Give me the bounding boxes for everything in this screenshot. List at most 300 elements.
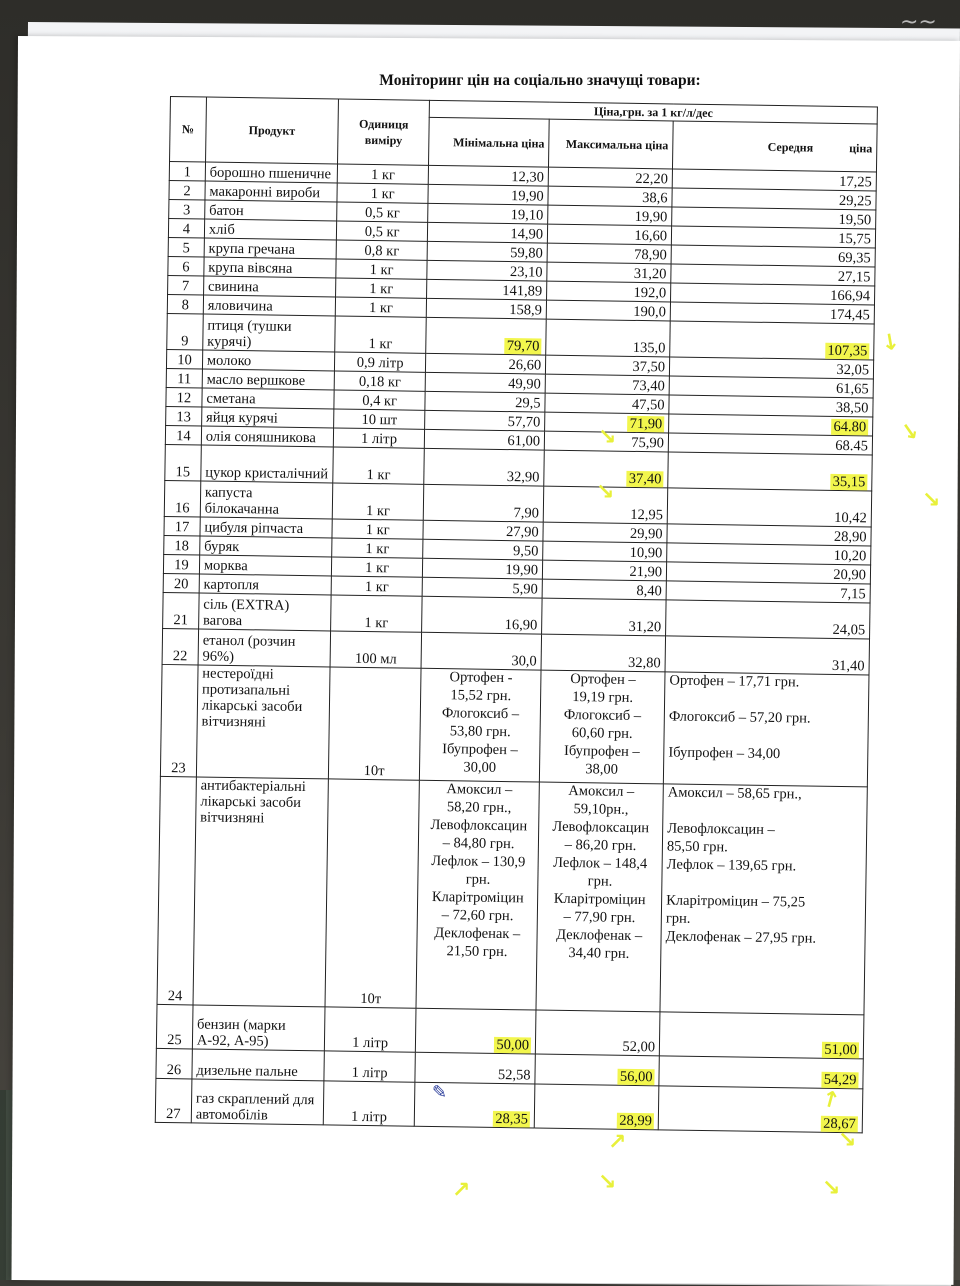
cell-line: – 77,90 грн.: [563, 908, 636, 926]
cell-product-value: масло вершкове: [206, 371, 306, 390]
cell-unit-value: 10т: [363, 762, 385, 780]
cell-unit: [336, 221, 427, 241]
cell-min: [425, 429, 545, 450]
cell-no-value: 7: [181, 278, 190, 295]
cell-product-value: морква: [203, 557, 248, 575]
cell-min-value: 19,10: [510, 207, 544, 224]
cell-no: [168, 218, 204, 238]
cell-unit: [325, 779, 420, 1008]
cell-min: [426, 317, 546, 355]
cell-avg-value: 10,20: [833, 547, 867, 565]
cell-product-value: борошно пшеничне: [209, 164, 332, 183]
cell-no-value: 23: [171, 760, 186, 777]
cell-min-value: 23,10: [509, 264, 543, 281]
col-header-avg-a: Середня: [767, 139, 814, 155]
cell-unit: [328, 667, 421, 780]
cell-unit: [333, 428, 424, 448]
cell-line: Ібупрофен –: [563, 742, 640, 761]
cell-max-value: 56,00: [619, 1068, 653, 1086]
cell-max-value: 28,99: [619, 1112, 653, 1130]
cell-avg-value: 7,15: [840, 585, 866, 603]
cell-no-value: 9: [181, 333, 189, 350]
cell-min: [426, 353, 546, 374]
col-header-min: Мінімальна ціна: [429, 117, 550, 167]
cell-line: 60,60 грн.: [571, 725, 633, 742]
cell-avg: [659, 1012, 864, 1059]
cell-product-value: макаронні вироби: [209, 183, 321, 202]
cell-line: Амоксил – 58,65 грн.,: [667, 784, 802, 803]
cell-unit-value: 1 кг: [365, 540, 390, 558]
cell-product-value: крупа гречана: [208, 240, 296, 258]
cell-unit: [336, 278, 427, 298]
cell-no-value: 18: [174, 538, 190, 555]
cell-no: [168, 237, 204, 257]
cell-unit-value: 0,5 кг: [364, 223, 400, 241]
cell-unit: [333, 447, 425, 484]
cell-line: Флогоксиб –: [563, 706, 642, 725]
highlighter-arrow-icon: ↘: [838, 1128, 857, 1153]
cell-min: [426, 298, 546, 319]
cell-avg-value: 107,35: [827, 342, 868, 360]
cell-no: [162, 628, 198, 665]
cell-min-value: 29,5: [515, 395, 541, 412]
cell-unit-value: 1 кг: [369, 261, 394, 279]
cell-product-value: хліб: [208, 221, 235, 238]
cell-max-value: 8,40: [636, 582, 662, 600]
cell-no-value: 3: [182, 202, 191, 219]
cell-product: [203, 314, 336, 352]
cell-line: Деклофенак –: [434, 925, 521, 943]
cell-unit: [330, 631, 422, 668]
cell-max: [546, 355, 670, 376]
cell-product: [201, 445, 334, 483]
cell-min: [422, 577, 542, 598]
cell-avg-value: 28,67: [823, 1115, 856, 1133]
cell-min-value: 141,89: [502, 282, 543, 300]
cell-no: [166, 387, 202, 407]
cell-avg-value: 32,05: [836, 361, 870, 379]
cell-line: Амоксил –: [446, 781, 513, 799]
cell-line: 53,80 грн.: [449, 723, 511, 741]
cell-min: [420, 668, 542, 782]
cell-min-value: 5,90: [512, 581, 538, 598]
highlighter-arrow-icon: ↗: [816, 1085, 846, 1116]
cell-product-value: буряк: [204, 538, 240, 556]
cell-min-value: 16,90: [504, 617, 538, 634]
cell-avg-value: 51,00: [824, 1041, 858, 1059]
cell-avg-value: 20,90: [833, 566, 867, 584]
cell-max-value: 47,50: [631, 396, 665, 414]
cell-min-value: 158,9: [509, 302, 543, 319]
cell-product: [199, 555, 331, 576]
cell-max: [548, 205, 672, 226]
cell-product: [205, 181, 337, 202]
cell-no-value: 12: [176, 390, 192, 407]
cell-unit-value: 0,8 кг: [364, 242, 400, 260]
cell-max-value: 19,90: [634, 208, 668, 226]
cell-unit: [337, 183, 428, 203]
cell-no-value: 25: [167, 1032, 182, 1049]
cell-max: [534, 1084, 659, 1130]
cell-unit-value: 1 літр: [360, 430, 398, 448]
cell-unit-value: 1 кг: [368, 335, 393, 353]
highlighter-arrow-icon: ↘: [922, 488, 941, 513]
cell-no: [169, 199, 205, 219]
cell-no: [169, 162, 205, 182]
cell-no: [167, 313, 203, 350]
cell-product: [202, 388, 334, 409]
cell-line: 59,10рн.,: [573, 801, 629, 818]
cell-min-value: 14,90: [510, 226, 544, 243]
cell-min-value: 7,90: [513, 505, 540, 522]
cell-product: [191, 1079, 324, 1125]
cell-max-value: 75,90: [631, 434, 665, 452]
faint-handwriting: ~~: [900, 10, 937, 35]
cell-product-value: бензин (марки А-92, А-95): [196, 1016, 286, 1050]
cell-product: [204, 219, 336, 240]
cell-min: [425, 391, 545, 412]
cell-avg-value: 19,50: [838, 211, 872, 229]
cell-min: [425, 372, 545, 393]
cell-avg-value: 61,65: [835, 380, 869, 398]
cell-min-value: 28,35: [495, 1110, 529, 1128]
cell-max-value: 21,90: [629, 563, 663, 581]
cell-product: [200, 517, 332, 538]
cell-unit: [324, 1051, 416, 1082]
cell-no: [166, 406, 202, 426]
cell-no: [156, 1004, 193, 1049]
cell-unit-value: 1 кг: [365, 521, 390, 539]
cell-max-value: 190,0: [633, 303, 667, 321]
cell-unit-value: 0,4 кг: [362, 392, 398, 410]
cell-min-value: 26,60: [508, 357, 542, 374]
cell-no: [167, 294, 203, 314]
cell-no-value: 20: [173, 576, 189, 593]
cell-no-value: 11: [177, 371, 192, 388]
cell-max-value: 12,95: [630, 506, 664, 524]
cell-unit: [336, 259, 427, 279]
cell-line: 30,00: [463, 759, 497, 776]
cell-product: [203, 295, 335, 316]
cell-product: [204, 257, 336, 278]
document-title: Моніторинг цін на соціально значущі товари:: [379, 72, 701, 89]
highlighter-arrow-icon: ↘: [874, 326, 904, 359]
cell-min: [428, 222, 548, 243]
cell-line: Ортофен –: [570, 671, 636, 688]
cell-min: [424, 448, 544, 486]
cell-product-value: цибуля ріпчаста: [204, 519, 304, 538]
cell-product: [203, 276, 335, 297]
cell-unit: [334, 409, 425, 429]
cell-line: Кларітроміцин: [431, 888, 524, 907]
cell-unit: [332, 483, 424, 520]
cell-product-value: дизельне пальне: [196, 1062, 298, 1081]
cell-min: [428, 184, 548, 205]
cell-min: [427, 279, 547, 300]
cell-product: [201, 426, 333, 447]
cell-no-value: 27: [165, 1106, 181, 1123]
cell-max: [541, 634, 665, 672]
cell-no: [164, 480, 200, 517]
cell-min-value: 61,00: [507, 433, 541, 450]
cell-line: Кларітроміцин: [553, 890, 646, 909]
cell-max: [548, 186, 672, 207]
cell-no-value: 4: [182, 221, 191, 238]
cell-no-value: 10: [177, 352, 192, 369]
cell-avg-value: 174,45: [829, 306, 870, 324]
cell-avg-value: 15,75: [838, 230, 872, 248]
cell-min-value: 32,90: [506, 469, 540, 486]
highlighter-arrow-icon: ↘: [598, 425, 617, 450]
cell-no-value: 6: [182, 259, 190, 276]
cell-min: [422, 596, 542, 634]
cell-max: [547, 243, 671, 264]
cell-avg-value: 35,15: [832, 473, 866, 491]
cell-min-value: 49,90: [508, 376, 541, 393]
cell-line: 34,40 грн.: [568, 945, 630, 962]
cell-avg-value: 68.45: [835, 437, 868, 455]
cell-no: [163, 554, 199, 574]
cell-min-value: 52,58: [497, 1066, 531, 1084]
cell-unit: [324, 1007, 416, 1052]
cell-min: [421, 632, 541, 670]
cell-min-value: 9,50: [512, 543, 539, 560]
cell-line: Ортофен -: [449, 669, 513, 687]
cell-product: [198, 629, 331, 667]
cell-no-value: 19: [174, 557, 189, 574]
cell-no: [155, 1078, 192, 1123]
cell-max: [546, 319, 670, 357]
cell-no-value: 15: [175, 464, 191, 481]
cell-unit-value: 0,18 кг: [358, 373, 402, 391]
cell-min-value: 59,80: [510, 245, 543, 262]
cell-min-value: 30,0: [511, 653, 537, 670]
col-header-price-group: Ціна,грн. за 1 кг/л/дес: [429, 100, 877, 124]
cell-unit-value: 1 кг: [365, 502, 391, 520]
price-table: [155, 96, 878, 1133]
cell-no: [163, 592, 199, 629]
cell-unit-value: 1 кг: [365, 559, 390, 577]
cell-line: Ортофен – 17,71 грн.: [669, 672, 800, 691]
cell-line: Амоксил –: [568, 782, 635, 800]
cell-product: [192, 1049, 325, 1081]
cell-max-value: 29,90: [629, 525, 663, 543]
cell-product: [196, 665, 330, 779]
cell-max: [542, 598, 666, 636]
cell-max: [547, 224, 671, 245]
cell-unit-value: 0,9 літр: [356, 354, 404, 372]
cell-avg-value: 28,90: [833, 528, 867, 546]
cell-max-value: 31,20: [628, 618, 662, 636]
cell-min-value: 19,90: [510, 188, 544, 205]
cell-no: [164, 535, 200, 555]
cell-avg-value: 24,05: [832, 621, 866, 639]
cell-avg-value: 64.80: [833, 418, 867, 436]
cell-line: 21,50 грн.: [446, 943, 508, 961]
cell-avg: [668, 452, 872, 491]
pen-mark-icon: ✎: [432, 1082, 448, 1103]
cell-product: [193, 777, 329, 1007]
cell-no-value: 22: [172, 648, 188, 665]
cell-product-value: свинина: [207, 278, 259, 296]
cell-product-value: нестероїдні протизапальні лікарські засоби вітчизняні: [201, 665, 303, 731]
cell-min: [423, 539, 543, 560]
cell-product-value: яловичина: [207, 297, 273, 315]
cell-min: [423, 484, 543, 522]
cell-product-value: картопля: [203, 576, 260, 594]
cell-min: [416, 780, 539, 1010]
table-row: [157, 776, 867, 1014]
cell-no: [165, 444, 201, 481]
cell-avg: [670, 321, 874, 360]
cell-avg-value: 17,25: [839, 173, 872, 191]
cell-max: [545, 374, 669, 395]
cell-unit: [337, 202, 428, 222]
cell-unit-value: 100 мл: [354, 650, 397, 668]
cell-line: 85,50 грн.: [666, 838, 728, 856]
cell-unit: [336, 240, 427, 260]
cell-no: [164, 516, 200, 536]
cell-avg-value: 54,29: [823, 1071, 857, 1089]
cell-unit: [334, 371, 425, 391]
cell-product-value: олія соняшникова: [205, 428, 316, 447]
cell-avg-value: 27,15: [837, 268, 871, 286]
cell-avg-value: 31,40: [831, 657, 865, 675]
cell-no-value: 2: [183, 183, 191, 200]
cell-max: [545, 393, 669, 414]
cell-max: [546, 300, 670, 321]
cell-line: Деклофенак – 27,95 грн.: [665, 928, 817, 947]
cell-unit: [323, 1081, 415, 1126]
cell-line: Лефлок – 148,4: [553, 854, 648, 873]
cell-max: [543, 522, 667, 543]
cell-no-value: 13: [176, 409, 192, 426]
cell-max: [539, 670, 665, 784]
cell-max: [535, 1010, 660, 1056]
cell-unit-value: 10 шт: [361, 411, 398, 429]
cell-unit: [332, 538, 423, 558]
highlighter-arrow-icon: ↘: [598, 1170, 617, 1195]
cell-product-value: етанол (розчин 96%): [202, 632, 296, 666]
cell-line: 15,52 грн.: [450, 687, 512, 705]
cell-no: [165, 425, 201, 445]
cell-max: [543, 541, 667, 562]
cell-unit-value: 0,5 кг: [364, 204, 400, 222]
cell-unit: [332, 519, 423, 539]
highlighter-arrow-icon: ↘: [822, 1176, 841, 1201]
cell-product-value: антибактеріальні лікарські засоби вітчизняні: [200, 777, 306, 827]
cell-product: [200, 481, 333, 519]
cell-unit: [334, 352, 425, 372]
cell-line: Кларітроміцин – 75,25: [666, 892, 806, 911]
cell-line: Флогоксиб – 57,20 грн.: [668, 708, 811, 727]
cell-min: [428, 165, 548, 186]
cell-product: [202, 350, 334, 371]
cell-line: 38,00: [585, 761, 619, 778]
col-header-product: Продукт: [205, 97, 338, 164]
cell-unit: [331, 595, 423, 632]
cell-unit-value: 1 кг: [368, 299, 394, 317]
cell-min-value: 79,70: [506, 338, 540, 355]
cell-no: [166, 349, 202, 369]
cell-min: [423, 520, 543, 541]
cell-unit: [331, 557, 422, 577]
cell-product-value: сіль (EXTRA) вагова: [202, 596, 290, 630]
cell-min-value: 27,90: [505, 524, 539, 541]
cell-max-value: 32,80: [627, 654, 661, 672]
cell-product-value: крупа вівсяна: [208, 259, 293, 277]
cell-line: Левофлоксацин: [430, 816, 528, 835]
cell-min: [428, 203, 548, 224]
cell-unit-value: 1 кг: [369, 280, 394, 298]
cell-unit-value: 1 кг: [370, 166, 396, 184]
cell-unit-value: 1 літр: [351, 1064, 388, 1082]
cell-max: [548, 167, 672, 188]
cell-avg-value: 10,42: [834, 509, 867, 527]
cell-max-value: 78,90: [634, 246, 667, 264]
cell-avg: [666, 600, 870, 639]
cell-no: [163, 573, 199, 593]
cell-avg-value: 69,35: [837, 249, 871, 267]
cell-max-value: 22,20: [635, 170, 668, 188]
col-header-max: Максимальна ціна: [549, 119, 674, 169]
cell-max-value: 135,0: [632, 339, 666, 357]
cell-unit: [337, 164, 428, 184]
cell-no: [156, 1048, 192, 1079]
cell-no-value: 21: [173, 612, 189, 629]
cell-max-value: 16,60: [634, 227, 668, 245]
cell-min: [416, 1008, 537, 1054]
cell-max-value: 71,90: [629, 415, 663, 433]
cell-avg-value: 38,50: [835, 399, 869, 417]
cell-min: [427, 241, 547, 262]
cell-no: [160, 664, 198, 777]
cell-line: Левофлоксацин –: [667, 820, 775, 839]
cell-product: [202, 369, 334, 390]
cell-unit: [331, 576, 422, 596]
cell-avg: [665, 636, 869, 675]
cell-line: – 86,20 грн.: [564, 836, 637, 854]
cell-unit-value: 1 кг: [370, 185, 395, 203]
cell-unit: [334, 390, 425, 410]
cell-no-value: 5: [182, 240, 190, 257]
cell-unit: [335, 297, 426, 317]
cell-line: грн.: [587, 873, 613, 890]
cell-no: [166, 368, 202, 388]
cell-unit-value: 1 літр: [350, 1108, 388, 1126]
cell-line: Лефлок – 130,9: [431, 852, 526, 871]
cell-min: [423, 558, 543, 579]
cell-max: [535, 1054, 659, 1086]
cell-product-value: батон: [209, 202, 244, 220]
cell-max-value: 73,40: [632, 377, 665, 395]
cell-avg-value: 166,94: [830, 287, 871, 305]
cell-product: [205, 200, 337, 221]
col-header-unit: Одиниця виміру: [338, 99, 430, 165]
cell-min-value: 19,90: [505, 562, 539, 579]
cell-product-value: сметана: [206, 390, 256, 408]
cell-unit-value: 1 кг: [366, 466, 391, 484]
cell-product: [201, 407, 333, 428]
cell-max-value: 10,90: [629, 544, 663, 562]
cell-max: [542, 579, 666, 600]
cell-line: грн.: [665, 910, 691, 927]
cell-no: [169, 180, 205, 200]
cell-line: грн.: [465, 871, 491, 888]
cell-line: Ібупрофен – 34,00: [668, 744, 781, 763]
cell-line: Деклофенак –: [556, 926, 643, 945]
highlighter-arrow-icon: ↗: [608, 1130, 627, 1155]
